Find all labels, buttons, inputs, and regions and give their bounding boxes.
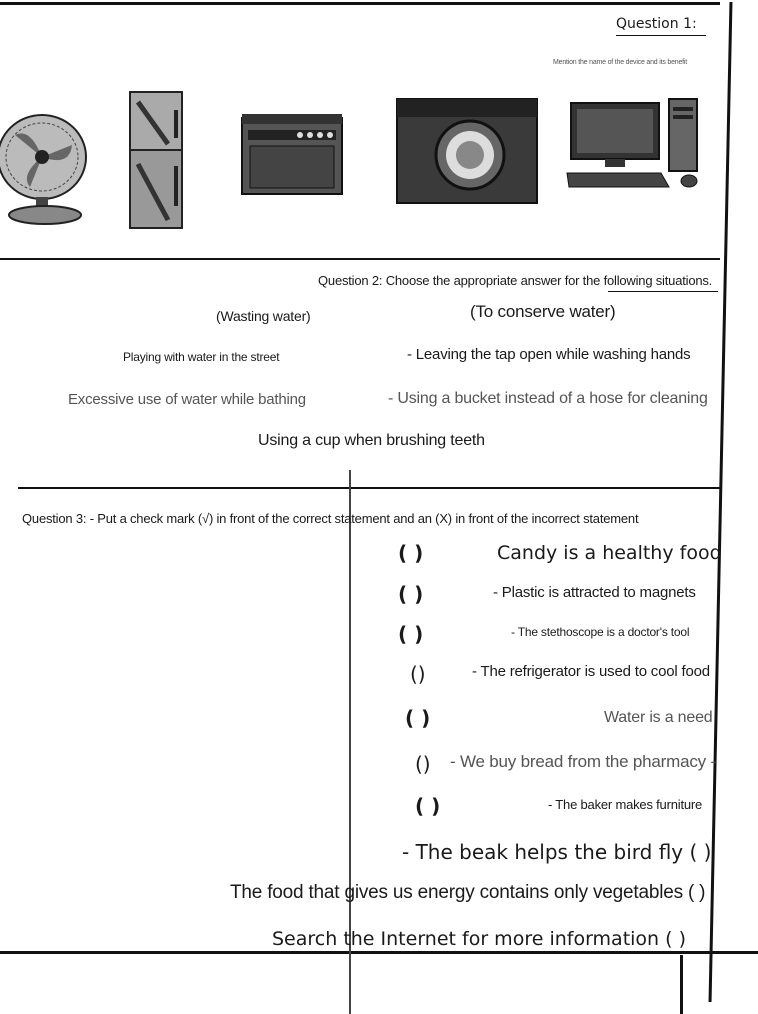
refrigerator-icon [128, 90, 184, 230]
q1-instruction: Mention the name of the device and its benefit [553, 59, 688, 66]
statement-3: - The stethoscope is a doctor's tool [511, 625, 690, 639]
statement-5: Water is a need [604, 709, 713, 726]
answer-blank-2[interactable]: ( ) [398, 582, 424, 606]
q1-title: Question 1: [616, 16, 697, 32]
answer-blank-5[interactable]: ( ) [405, 706, 431, 730]
answer-blank-3[interactable]: ( ) [398, 622, 424, 646]
bottom-border [0, 951, 758, 954]
q2-title-underline [608, 291, 718, 292]
q2-item-4: - Using a bucket instead of a hose for cleaning [388, 390, 708, 407]
right-border [709, 2, 733, 1002]
q2-item-3: Excessive use of water while bathing [68, 391, 306, 408]
top-border [0, 2, 720, 5]
answer-blank-6[interactable]: () [415, 752, 431, 776]
q1-title-underline [616, 35, 706, 36]
statement-8: - The beak helps the bird fly ( ) [402, 840, 712, 864]
fan-icon [0, 105, 95, 230]
statement-6: - We buy bread from the pharmacy - [450, 752, 716, 771]
statement-7: - The baker makes furniture [548, 797, 703, 812]
stove-icon [240, 112, 345, 197]
answer-blank-1[interactable]: ( ) [398, 541, 424, 565]
q2-header-conserve: (To conserve water) [470, 302, 616, 321]
scan-fold-line-2 [680, 955, 683, 1014]
q2-header-wasting: (Wasting water) [216, 308, 311, 324]
answer-blank-4[interactable]: () [410, 662, 426, 686]
q3-title: Question 3: - Put a check mark (√) in front of the correct statement and an (X) in front of the incorrect statement [22, 511, 639, 526]
statement-4: - The refrigerator is used to cool food [472, 663, 710, 680]
q2-item-5: Using a cup when brushing teeth [258, 432, 485, 449]
answer-blank-7[interactable]: ( ) [415, 794, 441, 818]
statement-9: The food that gives us energy contains only vegetables ( ) [230, 882, 706, 903]
divider-2 [18, 487, 720, 489]
washing-machine-icon [395, 97, 540, 205]
statement-1: Candy is a healthy food [497, 542, 722, 564]
statement-2: - Plastic is attracted to magnets [493, 584, 696, 601]
computer-icon [565, 95, 705, 195]
q2-item-2: - Leaving the tap open while washing hands [407, 346, 691, 363]
q2-title: Question 2: Choose the appropriate answer for the following situations. [318, 273, 713, 288]
divider-1 [0, 258, 720, 260]
q2-item-1: Playing with water in the street [123, 350, 280, 364]
statement-10: Search the Internet for more information ( ) [272, 928, 687, 950]
